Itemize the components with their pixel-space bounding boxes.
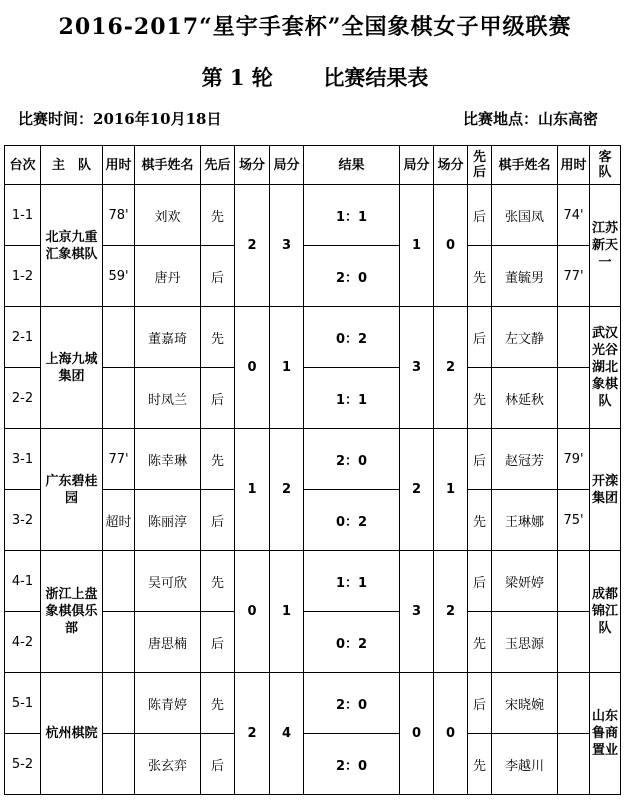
table-row <box>5 673 621 734</box>
header-board: 台次 <box>5 146 41 185</box>
away-order: 后 <box>468 673 492 734</box>
header-home-team: 主 队 <box>41 146 103 185</box>
away-order: 后 <box>468 307 492 368</box>
game-result: 0：2 <box>304 307 400 368</box>
header-result: 结果 <box>304 146 400 185</box>
header-home-game-points: 局分 <box>270 146 304 185</box>
home-order: 后 <box>201 368 235 429</box>
away-player: 梁妍婷 <box>492 551 558 612</box>
home-match-points: 2 <box>235 185 270 307</box>
home-player: 唐思楠 <box>135 612 201 673</box>
away-time <box>558 551 590 612</box>
away-team: 成都锦江队 <box>590 551 621 673</box>
away-player: 林延秋 <box>492 368 558 429</box>
home-time <box>103 551 135 612</box>
header-home-order: 先后 <box>201 146 235 185</box>
document-subtitle <box>0 62 630 92</box>
game-result: 0：2 <box>304 490 400 551</box>
board-number: 5-2 <box>5 734 41 795</box>
home-time <box>103 612 135 673</box>
board-number: 4-1 <box>5 551 41 612</box>
home-order: 先 <box>201 307 235 368</box>
home-time <box>103 368 135 429</box>
board-number: 3-2 <box>5 490 41 551</box>
header-away-player: 棋手姓名 <box>492 146 558 185</box>
away-time: 77' <box>558 246 590 307</box>
home-order: 后 <box>201 246 235 307</box>
away-time <box>558 734 590 795</box>
away-time <box>558 612 590 673</box>
document-title: 2016-2017“星宇手套杯”全国象棋女子甲级联赛 <box>58 14 572 40</box>
away-game-points: 1 <box>400 185 434 307</box>
game-result: 1：1 <box>304 185 400 246</box>
home-order: 先 <box>201 551 235 612</box>
game-result: 2：0 <box>304 246 400 307</box>
home-time <box>103 734 135 795</box>
home-time: 59' <box>103 246 135 307</box>
board-number: 1-2 <box>5 246 41 307</box>
round-label: 第 1 轮 <box>201 65 273 90</box>
away-time <box>558 368 590 429</box>
away-order: 先 <box>468 368 492 429</box>
home-player: 张玄弈 <box>135 734 201 795</box>
home-order: 先 <box>201 185 235 246</box>
home-time <box>103 307 135 368</box>
game-result: 1：1 <box>304 368 400 429</box>
away-order: 后 <box>468 429 492 490</box>
home-game-points: 3 <box>270 185 304 307</box>
results-body <box>5 185 621 795</box>
home-team: 北京九重汇象棋队 <box>41 185 103 307</box>
home-player: 唐丹 <box>135 246 201 307</box>
away-game-points: 0 <box>400 673 434 795</box>
home-match-points: 0 <box>235 307 270 429</box>
home-player: 董嘉琦 <box>135 307 201 368</box>
away-time: 79' <box>558 429 590 490</box>
home-player: 陈丽淳 <box>135 490 201 551</box>
away-game-points: 3 <box>400 551 434 673</box>
board-number: 5-1 <box>5 673 41 734</box>
away-match-points: 0 <box>434 185 468 307</box>
table-row <box>5 429 621 490</box>
away-player: 赵冠芳 <box>492 429 558 490</box>
game-result: 2：0 <box>304 429 400 490</box>
home-order: 先 <box>201 429 235 490</box>
home-match-points: 1 <box>235 429 270 551</box>
table-row <box>5 307 621 368</box>
home-time <box>103 673 135 734</box>
game-result: 0：2 <box>304 612 400 673</box>
home-game-points: 1 <box>270 551 304 673</box>
home-match-points: 2 <box>235 673 270 795</box>
away-player: 宋晓婉 <box>492 673 558 734</box>
away-order: 后 <box>468 551 492 612</box>
home-team: 上海九城集团 <box>41 307 103 429</box>
home-order: 后 <box>201 612 235 673</box>
away-player: 王琳娜 <box>492 490 558 551</box>
table-row <box>5 185 621 246</box>
home-time: 78' <box>103 185 135 246</box>
board-number: 4-2 <box>5 612 41 673</box>
match-venue: 比赛地点：山东高密 <box>462 110 598 128</box>
home-time: 77' <box>103 429 135 490</box>
away-match-points: 2 <box>434 551 468 673</box>
board-number: 3-1 <box>5 429 41 490</box>
header-home-time: 用时 <box>103 146 135 185</box>
away-team: 山东鲁商置业 <box>590 673 621 795</box>
home-player: 刘欢 <box>135 185 201 246</box>
away-team: 开滦集团 <box>590 429 621 551</box>
home-game-points: 4 <box>270 673 304 795</box>
away-time <box>558 673 590 734</box>
header-away-order: 先后 <box>468 146 492 185</box>
home-game-points: 1 <box>270 307 304 429</box>
table-row <box>5 551 621 612</box>
away-player: 玉思源 <box>492 612 558 673</box>
away-match-points: 1 <box>434 429 468 551</box>
home-team: 杭州棋院 <box>41 673 103 795</box>
away-match-points: 2 <box>434 307 468 429</box>
away-player: 李越川 <box>492 734 558 795</box>
away-game-points: 2 <box>400 429 434 551</box>
home-player: 陈幸琳 <box>135 429 201 490</box>
home-team: 广东碧桂园 <box>41 429 103 551</box>
away-player: 左文静 <box>492 307 558 368</box>
header-away-game-points: 局分 <box>400 146 434 185</box>
results-table <box>4 145 625 795</box>
board-number: 1-1 <box>5 185 41 246</box>
home-game-points: 2 <box>270 429 304 551</box>
table-header-row <box>5 146 621 185</box>
away-order: 先 <box>468 734 492 795</box>
away-time: 74' <box>558 185 590 246</box>
board-number: 2-1 <box>5 307 41 368</box>
header-away-team: 客 队 <box>590 146 621 185</box>
home-team: 浙江上盘象棋俱乐部 <box>41 551 103 673</box>
home-player: 吴可欣 <box>135 551 201 612</box>
game-result: 1：1 <box>304 551 400 612</box>
away-team: 江苏新天一 <box>590 185 621 307</box>
away-order: 后 <box>468 185 492 246</box>
header-away-time: 用时 <box>558 146 590 185</box>
home-player: 时凤兰 <box>135 368 201 429</box>
board-number: 2-2 <box>5 368 41 429</box>
home-player: 陈青婷 <box>135 673 201 734</box>
game-result: 2：0 <box>304 673 400 734</box>
header-home-match-points: 场分 <box>235 146 270 185</box>
away-order: 先 <box>468 612 492 673</box>
away-time <box>558 307 590 368</box>
away-time: 75' <box>558 490 590 551</box>
away-match-points: 0 <box>434 673 468 795</box>
away-order: 先 <box>468 246 492 307</box>
home-order: 后 <box>201 734 235 795</box>
away-order: 先 <box>468 490 492 551</box>
away-game-points: 3 <box>400 307 434 429</box>
table-caption: 比赛结果表 <box>323 65 429 90</box>
home-time: 超时 <box>103 490 135 551</box>
home-order: 先 <box>201 673 235 734</box>
match-date: 比赛时间：2016年10月18日 <box>18 110 222 128</box>
away-player: 董毓男 <box>492 246 558 307</box>
away-player: 张国凤 <box>492 185 558 246</box>
game-result: 2：0 <box>304 734 400 795</box>
home-match-points: 0 <box>235 551 270 673</box>
away-team: 武汉光谷湖北象棋队 <box>590 307 621 429</box>
header-home-player: 棋手姓名 <box>135 146 201 185</box>
home-order: 后 <box>201 490 235 551</box>
header-away-match-points: 场分 <box>434 146 468 185</box>
